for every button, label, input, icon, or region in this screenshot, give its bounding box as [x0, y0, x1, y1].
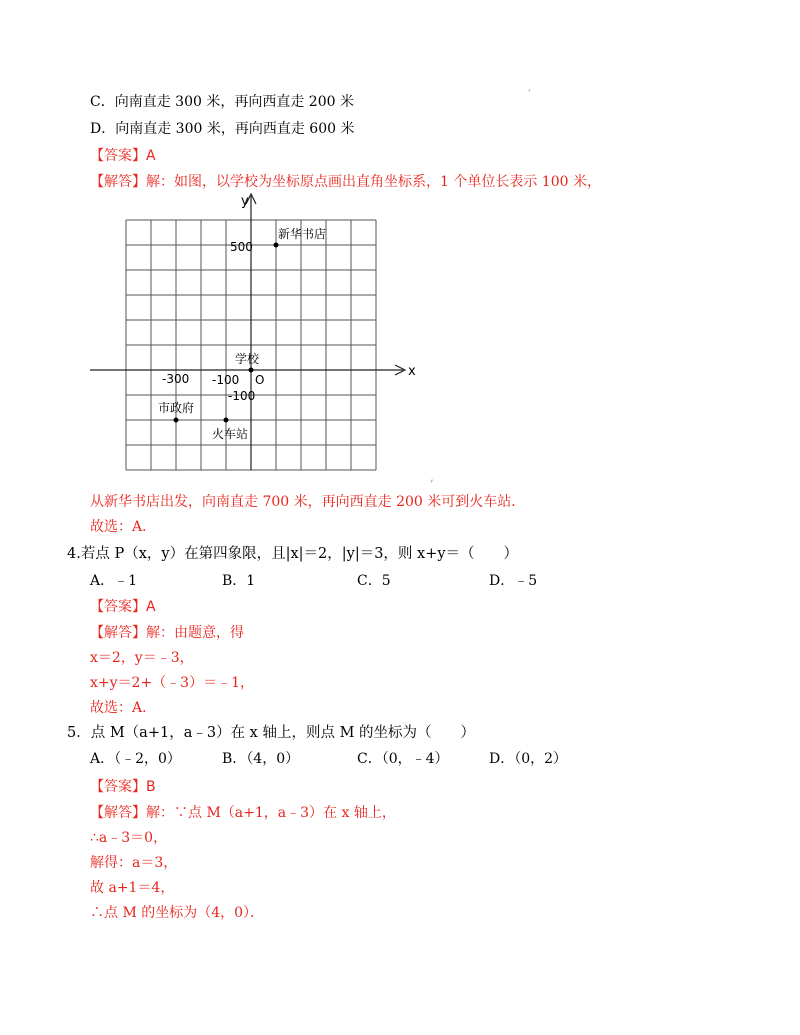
label-station: 火车站	[212, 427, 249, 441]
q4-option-b: B．1	[222, 573, 256, 589]
q5-step4: ∴点 M 的坐标为（4，0）．	[90, 905, 265, 921]
q5-option-a: A．（﹣2，0）	[90, 751, 181, 767]
point-bookstore	[274, 243, 279, 248]
label-city-hall: 市政府	[158, 401, 195, 415]
corner-mark: ,	[528, 82, 532, 93]
tick-neg100-y: -100	[228, 389, 256, 403]
tick-neg100-x: -100	[212, 373, 240, 387]
q5-option-d: D．（0，2）	[489, 751, 568, 767]
q4-step1: x＝2，y＝﹣3，	[90, 650, 194, 666]
point-station	[224, 418, 229, 423]
q4-stem: 4.若点 P（x，y）在第四象限，且|x|＝2，|y|＝3，则 x+y＝（ ）	[67, 546, 519, 562]
point-school	[249, 368, 254, 373]
q5-step1: ∴a﹣3＝0，	[90, 830, 168, 846]
q4-answer: 【答案】A	[90, 599, 156, 615]
q3-option-c: C．向南直走 300 米，再向西直走 200 米	[90, 94, 354, 110]
y-axis-label: y	[241, 194, 249, 209]
q4-option-d: D．﹣5	[489, 573, 538, 589]
q5-option-c: C．（0，﹣4）	[357, 751, 449, 767]
q4-step2: x+y＝2+（﹣3）＝﹣1，	[90, 675, 254, 691]
q5-step2: 解得：a＝3，	[90, 855, 178, 871]
q3-option-d: D．向南直走 300 米，再向西直走 600 米	[90, 121, 355, 137]
tick-500: 500	[230, 240, 253, 254]
q4-solution: 【解答】解：由题意，得	[90, 625, 244, 641]
q5-answer: 【答案】B	[90, 779, 156, 795]
q3-conclusion: 从新华书店出发，向南直走 700 米，再向西直走 200 米可到火车站．	[90, 494, 526, 510]
q4-option-c: C．5	[357, 573, 391, 589]
q5-step3: 故 a+1＝4，	[90, 880, 175, 896]
label-bookstore: 新华书店	[278, 227, 327, 241]
figure-comma: ,	[430, 470, 434, 484]
x-axis-label: x	[408, 364, 416, 379]
tick-neg300: -300	[162, 372, 190, 386]
coordinate-grid-figure	[85, 190, 425, 480]
q5-solution: 【解答】解：∵点 M（a+1，a﹣3）在 x 轴上，	[90, 805, 396, 821]
q5-option-b: B．（4，0）	[222, 751, 300, 767]
q4-option-a: A．﹣1	[90, 573, 138, 589]
point-city-hall	[174, 418, 179, 423]
q3-choose: 故选：A．	[90, 519, 157, 535]
q3-solution-intro: 【解答】解：如图，以学校为坐标原点画出直角坐标系，1 个单位长表示 100 米，	[90, 174, 601, 190]
q4-choose: 故选：A．	[90, 700, 157, 716]
origin-label: O	[255, 373, 265, 387]
label-school: 学校	[235, 352, 260, 366]
q5-stem: 5．点 M（a+1，a﹣3）在 x 轴上，则点 M 的坐标为（ ）	[67, 725, 476, 741]
q3-answer: 【答案】A	[90, 148, 156, 164]
